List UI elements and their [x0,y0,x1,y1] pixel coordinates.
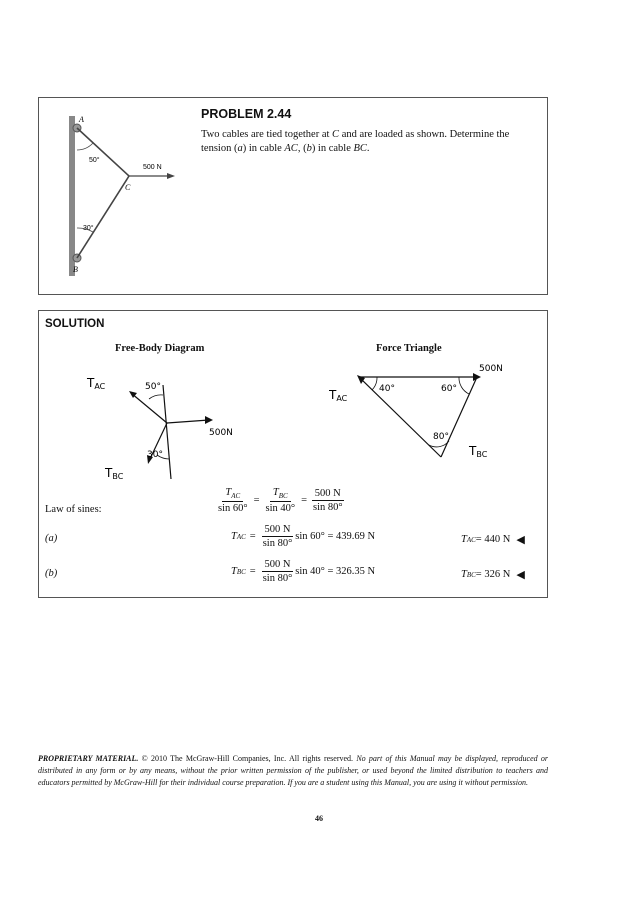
part-b-equation: T BC = $\frac{500 N}{\sin 80^\circ}$ sin 40° = 326.35 N [231,559,376,584]
fbd-t-ac-label: TAC [87,376,106,391]
fbd-arc-top [149,395,163,399]
triangle-load-label: 500N [479,364,503,374]
force-triangle [329,359,529,479]
angle-top-label: 50° [89,157,100,164]
law-fraction-bc: $\frac{T_{BC}}{\sin 40^\circ}$ [265,487,296,515]
free-body-diagram [59,363,259,483]
triangle-arc-60 [459,377,469,394]
triangle-t-ac-arrowhead [357,375,365,384]
load-label: 500 N [143,164,162,171]
problem-title: PROBLEM 2.44 [201,107,292,121]
triangle-angle-80-label: 80° [433,432,449,442]
copyright-footer: PROPRIETARY MATERIAL. © 2010 The McGraw-Hill Companies, Inc. All rights reserved. No part of this Manual may be displayed, reproduced or distributed in any form or by any means, without the prior written permission of the publisher, or used beyond the limited distribution to teachers and educators permitted by McGraw-Hill for their individual course preparation. If you are a student using this Manual, you are using it without permission. [38,754,548,787]
problem-figure [59,98,199,294]
problem-statement: Two cables are tied together at C and are loaded as shown. Determine the tension (a) in cable AC, (b) in cable BC. [201,129,510,154]
answer-marker-b: ◀ [516,569,525,581]
law-fraction-ac: $\frac{T_{AC}}{\sin 60^\circ}$ [218,487,248,515]
law-fraction-load: $\frac{500 N}{\sin 80^\circ}$ [313,488,343,514]
law-of-sines-label: Law of sines: [45,504,102,515]
label-a: A [79,115,84,124]
part-a-answer: T AC = 440 N ◀ [461,534,525,546]
fbd-angle-bottom-label: 30° [147,450,163,460]
fbd-angle-top-label: 50° [145,382,161,392]
triangle-angle-40-label: 40° [379,384,395,394]
problem-box [38,97,548,295]
law-of-sines-equation: $\frac{T_{AC}}{\sin 60^\circ}$ = $\frac{T_{BC}}{\sin 40^\circ}$ = $\frac{500 N}{\sin 80^\circ}$ [215,487,346,514]
triangle-caption: Force Triangle [376,343,442,354]
page-number: 46 [315,814,323,823]
part-b-answer: T BC = 326 N ◀ [461,569,525,581]
part-a-label: (a) [45,533,58,544]
label-c: C [125,183,131,192]
fbd-caption: Free-Body Diagram [115,343,205,354]
solution-box [38,310,548,598]
fbd-t-ac-vector [131,393,167,423]
cable-bc [77,176,129,258]
load-arrowhead [167,173,175,179]
triangle-t-bc-label: TBC [469,444,488,459]
angle-arc-top [77,143,93,150]
angle-bottom-label: 30° [83,225,94,232]
part-b-label: (b) [45,568,58,579]
fbd-t-bc-label: TBC [105,466,124,481]
solution-heading: SOLUTION [45,318,105,330]
triangle-t-ac-side [359,377,441,457]
triangle-angle-60-label: 60° [441,384,457,394]
wall [69,116,75,276]
fbd-wall-line [163,385,171,479]
fbd-load-arrowhead [205,416,213,424]
label-b: B [73,265,78,274]
triangle-t-ac-label: TAC [329,388,348,403]
answer-marker-a: ◀ [516,534,525,546]
fbd-load-label: 500N [209,428,233,438]
fbd-load-vector [167,420,209,423]
triangle-arc-40 [372,377,377,390]
part-a-equation: T AC = $\frac{500 N}{\sin 80^\circ}$ sin 60° = 439.69 N [231,524,376,549]
cable-ac [77,128,129,176]
